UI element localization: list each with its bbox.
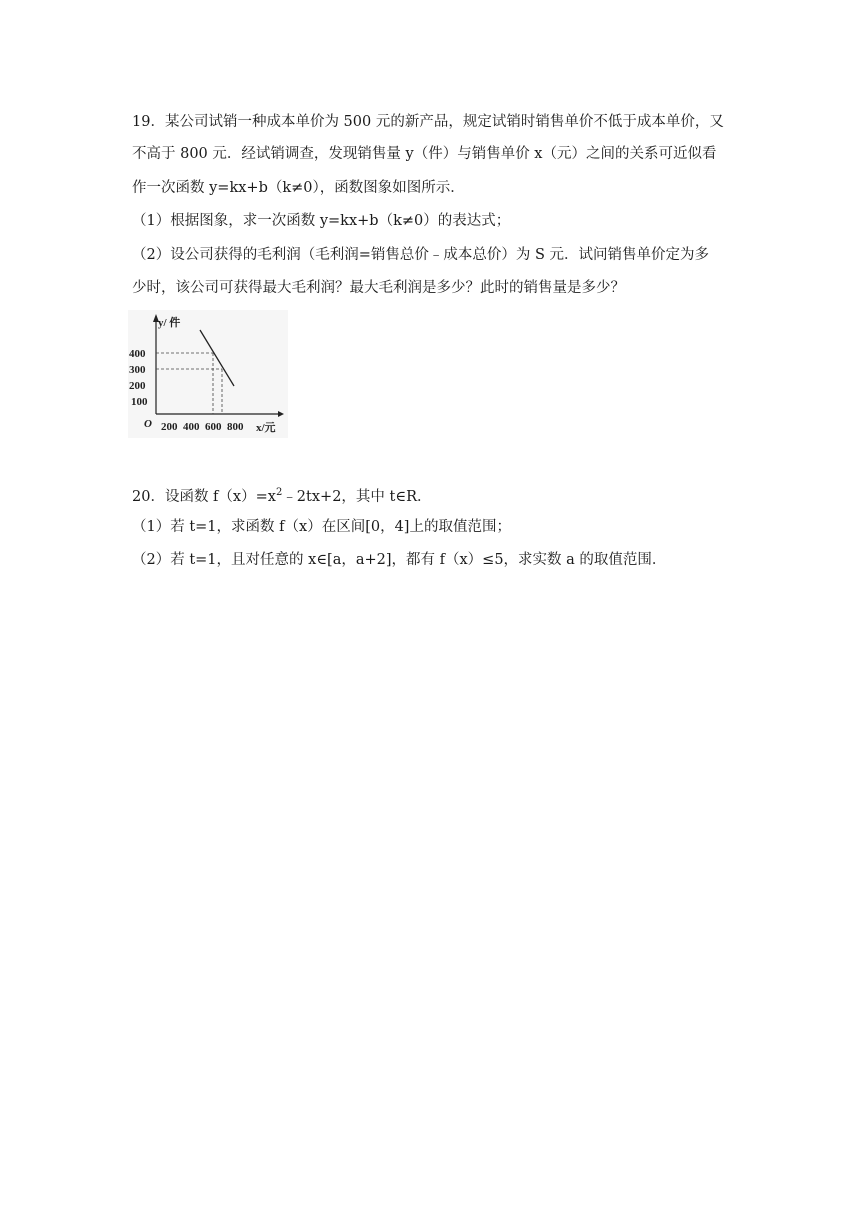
q20-stem-pre: 20．设函数 f（x）=x <box>132 489 276 505</box>
y-tick-100: 100 <box>131 396 148 408</box>
q19-part-2-line-2: 少时，该公司可获得最大毛利润？最大毛利润是多少？此时的销售量是多少？ <box>132 280 625 296</box>
q20-stem-sup: 2 <box>275 487 283 498</box>
q19-line-1: 19．某公司试销一种成本单价为 500 元的新产品，规定试销时销售单价不低于成本单价，又 <box>132 114 724 130</box>
q19-part-2-line-1: （2）设公司获得的毛利润（毛利润=销售总价﹣成本总价）为 S 元．试问销售单价定为多 <box>132 247 710 263</box>
q20-part-2: （2）若 t=1，且对任意的 x∈[a，a+2]，都有 f（x）≤5，求实数 a 的取值范围． <box>132 552 667 568</box>
q19-line-2: 不高于 800 元．经试销调查，发现销售量 y（件）与销售单价 x（元）之间的关系可近似看 <box>132 146 717 162</box>
x-tick-400: 400 <box>183 421 200 433</box>
graph-background <box>128 310 288 438</box>
y-axis-label: y/ 件 <box>158 317 181 329</box>
q20-part-1: （1）若 t=1，求函数 f（x）在区间[0，4]上的取值范围； <box>132 519 511 535</box>
x-tick-600: 600 <box>205 421 222 433</box>
q19-part-1: （1）根据图象，求一次函数 y=kx+b（k≠0）的表达式； <box>132 213 511 229</box>
q20-stem <box>132 483 432 507</box>
x-tick-800: 800 <box>227 421 244 433</box>
sales-price-graph <box>128 310 288 438</box>
x-axis-label: x/元 <box>256 422 276 434</box>
y-tick-300: 300 <box>129 364 146 376</box>
origin-label: O <box>144 418 152 430</box>
q19-line-3: 作一次函数 y=kx+b（k≠0），函数图象如图所示． <box>132 180 465 196</box>
x-tick-200: 200 <box>161 421 178 433</box>
y-tick-200: 200 <box>129 380 146 392</box>
q20-stem-post: ﹣2tx+2，其中 t∈R． <box>282 489 432 505</box>
y-tick-400: 400 <box>129 348 146 360</box>
